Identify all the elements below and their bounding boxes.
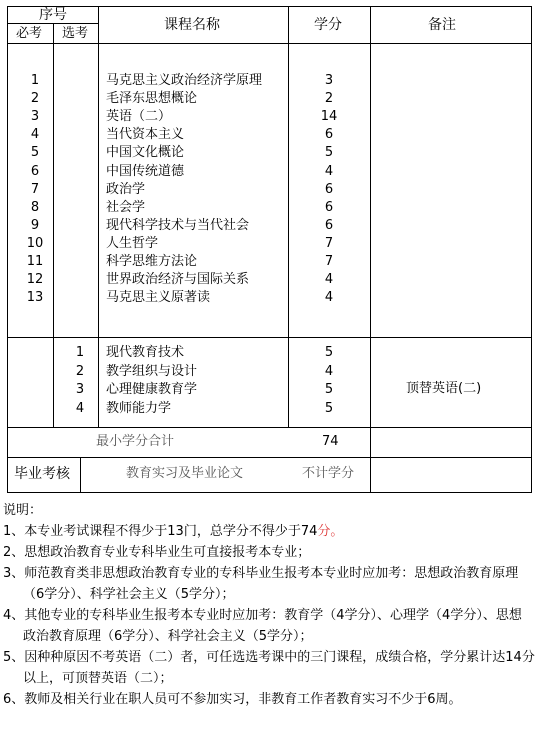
note-4-line-2: 政治教育原理（6学分）、科学社会主义（5学分）； bbox=[23, 629, 313, 644]
course-number: 2 bbox=[75, 363, 85, 379]
col-line-1 bbox=[53, 23, 54, 427]
course-credits: 2 bbox=[324, 91, 334, 107]
row-line-total-bottom bbox=[8, 457, 531, 458]
note-1 bbox=[3, 521, 537, 542]
course-name: 教师能力学 bbox=[106, 400, 172, 416]
header-elective: 选考 bbox=[62, 26, 89, 41]
course-credits: 3 bbox=[324, 73, 334, 88]
graduation-label: 毕业考核 bbox=[14, 466, 70, 482]
course-credits: 4 bbox=[324, 163, 334, 179]
header-remarks: 备注 bbox=[428, 17, 456, 33]
course-number: 1 bbox=[30, 73, 40, 88]
course-name: 中国传统道德 bbox=[106, 163, 185, 179]
course-name: 英语（二） bbox=[106, 109, 172, 125]
course-number: 13 bbox=[26, 290, 44, 306]
note-2: 2、思想政治教育专业专科毕业生可直接报考本专业； bbox=[3, 545, 311, 560]
course-name: 马克思主义政治经济学原理 bbox=[106, 73, 263, 88]
course-credits: 5 bbox=[324, 345, 334, 360]
course-credits: 6 bbox=[324, 199, 334, 215]
course-name: 中国文化概论 bbox=[106, 145, 185, 161]
course-number: 4 bbox=[30, 127, 40, 143]
note-4-line-1: 4、其他专业的专科毕业生报考本专业时应加考：教育学（4学分）、心理学（4学分）、思想 bbox=[3, 608, 522, 623]
course-name: 社会学 bbox=[106, 199, 146, 215]
course-number: 6 bbox=[30, 163, 40, 179]
course-credits: 4 bbox=[324, 363, 334, 379]
col-line-grad bbox=[80, 457, 81, 492]
course-number: 9 bbox=[30, 217, 40, 233]
course-name: 现代教育技术 bbox=[106, 345, 185, 360]
course-credits: 7 bbox=[324, 254, 334, 269]
course-credits: 5 bbox=[324, 382, 334, 397]
header-course: 课程名称 bbox=[164, 17, 220, 33]
course-number: 2 bbox=[30, 91, 40, 107]
header-credits: 学分 bbox=[314, 17, 342, 33]
graduation-credits: 不计学分 bbox=[302, 466, 355, 481]
total-label: 最小学分合计 bbox=[96, 434, 175, 449]
course-credits: 4 bbox=[324, 290, 334, 306]
course-number: 12 bbox=[26, 272, 44, 288]
note-5-line-2: 以上，可顶替英语（二）； bbox=[23, 671, 173, 686]
course-name: 世界政治经济与国际关系 bbox=[106, 272, 250, 288]
course-number: 4 bbox=[75, 400, 85, 416]
col-line-3 bbox=[288, 7, 289, 427]
curriculum-table bbox=[7, 6, 532, 493]
row-line-elective-bottom bbox=[8, 427, 531, 428]
course-name: 人生哲学 bbox=[106, 235, 159, 251]
notes-section bbox=[3, 500, 537, 710]
course-name: 科学思维方法论 bbox=[106, 254, 198, 269]
course-number: 8 bbox=[30, 199, 40, 215]
course-name: 心理健康教育学 bbox=[106, 382, 198, 397]
header-seq: 序号 bbox=[39, 7, 67, 23]
note-5-line-1: 5、因种种原因不考英语（二）者，可任选选考课中的三门课程，成绩合格，学分累计达14分 bbox=[3, 650, 535, 665]
course-number: 3 bbox=[30, 109, 40, 125]
col-line-4 bbox=[370, 7, 371, 492]
course-number: 5 bbox=[30, 145, 40, 161]
course-credits: 7 bbox=[324, 235, 334, 251]
graduation-item: 教育实习及毕业论文 bbox=[126, 466, 244, 481]
header-required: 必考 bbox=[16, 26, 43, 41]
total-value: 74 bbox=[322, 434, 339, 449]
row-line-required-bottom bbox=[8, 337, 531, 338]
course-name: 马克思主义原著读 bbox=[106, 290, 211, 306]
course-credits: 6 bbox=[324, 181, 334, 197]
course-credits: 5 bbox=[324, 145, 334, 161]
note-1-text: 1、本专业考试课程不得少于13门，总学分不得少于74 bbox=[3, 524, 318, 539]
course-name: 政治学 bbox=[106, 181, 146, 197]
course-number: 11 bbox=[26, 254, 44, 269]
course-number: 3 bbox=[75, 382, 85, 397]
note-6: 6、教师及相关行业在职人员可不参加实习，非教育工作者教育实习不少于6周。 bbox=[3, 692, 462, 707]
course-number: 10 bbox=[26, 235, 44, 251]
course-name: 当代资本主义 bbox=[106, 127, 185, 143]
row-line-header-bottom bbox=[8, 43, 531, 44]
course-number: 1 bbox=[75, 345, 85, 360]
col-line-2 bbox=[98, 7, 99, 427]
note-3-line-2: （6学分）、科学社会主义（5学分）； bbox=[23, 587, 235, 602]
note-1-highlight: 分。 bbox=[317, 524, 344, 539]
course-name: 毛泽东思想概论 bbox=[106, 91, 198, 107]
notes-title: 说明： bbox=[3, 503, 43, 518]
note-3-line-1: 3、师范教育类非思想政治教育专业的专科毕业生报考本专业时应加考：思想政治教育原理 bbox=[3, 566, 519, 581]
course-credits: 6 bbox=[324, 217, 334, 233]
course-credits: 4 bbox=[324, 272, 334, 288]
course-number: 7 bbox=[30, 181, 40, 197]
course-credits: 6 bbox=[324, 127, 334, 143]
course-credits: 14 bbox=[320, 109, 338, 125]
course-name: 教学组织与设计 bbox=[106, 363, 198, 379]
course-credits: 5 bbox=[324, 400, 334, 416]
course-name: 现代科学技术与当代社会 bbox=[106, 217, 250, 233]
elective-remark: 顶替英语(二) bbox=[406, 381, 482, 396]
